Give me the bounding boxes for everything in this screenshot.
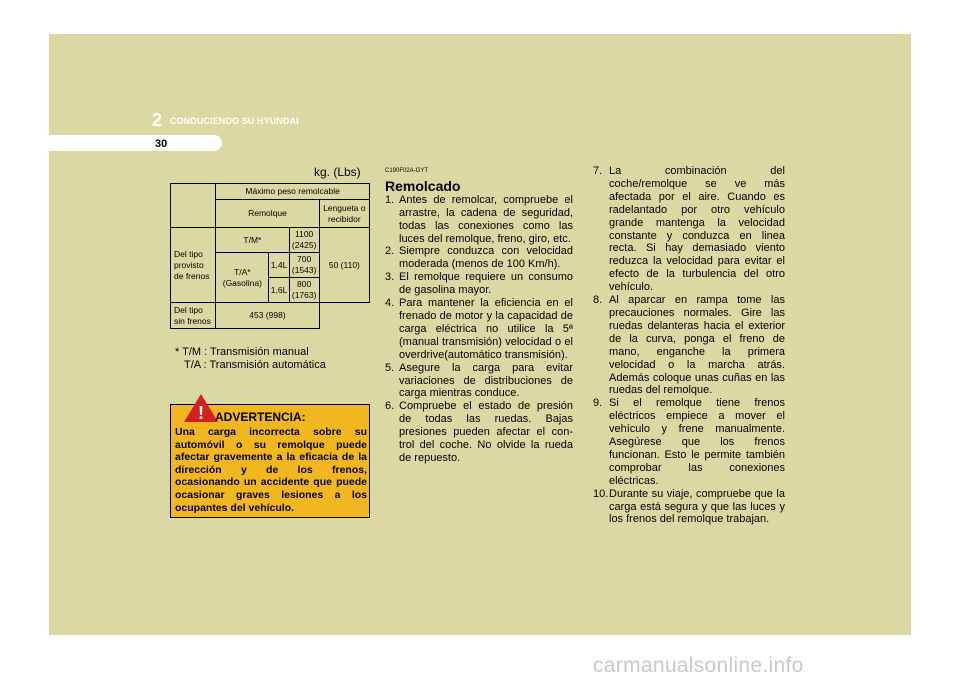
warning-title: ADVERTENCIA: — [215, 410, 306, 424]
step-item: 9. Si el remolque tiene frenos eléctricos empiece a mover el vehículo y frene manualmente. Asegúrese que los frenos funcionan. Esto le permite también comprobar las conexiones eléctricas. — [593, 397, 785, 487]
towing-steps-part-2 — [593, 165, 785, 526]
towing-section-column-1 — [385, 165, 573, 465]
max-weight-header: Máximo peso remolcable — [216, 184, 370, 200]
section-title: Remolcado — [385, 177, 461, 194]
unbraked-row-label: Del tipo sin frenos — [171, 303, 216, 329]
chapter-number: 2 — [152, 110, 163, 130]
page-number-tab — [0, 135, 222, 151]
tm-label: T/M* — [216, 228, 289, 253]
tongue-value: 50 (110) — [319, 228, 369, 303]
trailer-header: Remolque — [216, 200, 320, 228]
step-item: 7. La combinación del coche/remolque se ve más afectada por el aire. Cuando es radelantado por otro vehículo grande mantenga la velocidad constante y conduzca en linea recta. Si hay demasiado viento reduzca la velocidad para evitar el efecto de la turbulencia del otro vehículo. — [593, 165, 785, 294]
engine-14-label: 1,4L — [269, 253, 289, 278]
towing-section-column-2 — [593, 165, 785, 526]
warning-body: Una carga incorrecta sobre su automóvil o su remolque puede afectar gravemente a la eficacia de la dirección y de los frenos, ocasionando un accidente que puede ocasionar graves lesiones a los ocupantes del vehículo. — [175, 426, 367, 514]
section-code: C190F02A-GYT — [385, 168, 429, 174]
step-item: 5. Asegure la carga para evitar variaciones de distribuciones de carga mientras conduce. — [385, 361, 573, 400]
footnote-line-2: T/A : Transmisión automática — [184, 359, 326, 371]
step-item: 10. Durante su viaje, compruebe que la carga está segura y que las luces y los frenos del remolque trabajan. — [593, 487, 785, 526]
towing-weight-table — [170, 183, 370, 329]
footnote-line-1: * T/M : Transmisión manual — [175, 346, 309, 358]
engine-16-label: 1,6L — [269, 278, 289, 303]
step-item: 6. Compruebe el estado de presión de todas las ruedas. Bajas presiones pueden afectar el con-trol del coche. No olvide la rueda de repuesto. — [385, 400, 573, 464]
svg-text:!: ! — [198, 403, 204, 423]
watermark: carmanualsonline.info — [593, 654, 804, 677]
page-header — [49, 34, 911, 137]
engine-16-value: 800 (1763) — [289, 278, 319, 303]
chapter-title: CONDUCIENDO SU HYUNDAI — [170, 116, 299, 126]
page-number: 30 — [155, 138, 168, 150]
table-unit: kg. (Lbs) — [314, 165, 361, 179]
towing-steps-part-1 — [385, 194, 573, 465]
warning-box — [170, 404, 370, 518]
braked-row-label: Del tipo provisto de frenos — [171, 228, 216, 303]
step-item: 3. El remolque requiere un consumo de gasolina mayor. — [385, 271, 573, 297]
warning-triangle-icon — [183, 393, 219, 423]
step-item: 4. Para mantener la eficiencia en el frenado de motor y la capacidad de carga eléctrica no utilice la 5ª (manual transmisión) velocidad o el overdrive(automático transmisión). — [385, 297, 573, 361]
engine-14-value: 700 (1543) — [289, 253, 319, 278]
tm-value: 1100 (2425) — [289, 228, 319, 253]
step-item: 8. Al aparcar en rampa tome las precauciones normales. Gire las ruedas delanteras hacia el exterior de la curva, ponga el freno de mano, enganche la primera velocidad o la marcha atrás. Además coloque unas cuñas en las ruedas del remolque. — [593, 294, 785, 397]
footnote — [175, 346, 326, 372]
unbraked-value: 453 (998) — [216, 303, 320, 329]
ta-label: T/A* (Gasolina) — [216, 253, 269, 303]
tongue-header: Lengueta o recibidor — [319, 200, 369, 228]
step-item: 2. Siempre conduzca con velocidad moderada (menos de 100 Km/h). — [385, 245, 573, 271]
step-item: 1. Antes de remolcar, compruebe el arrastre, la cadena de seguridad, todas las conexiones como las luces del remolque, freno, giro, etc. — [385, 193, 573, 245]
